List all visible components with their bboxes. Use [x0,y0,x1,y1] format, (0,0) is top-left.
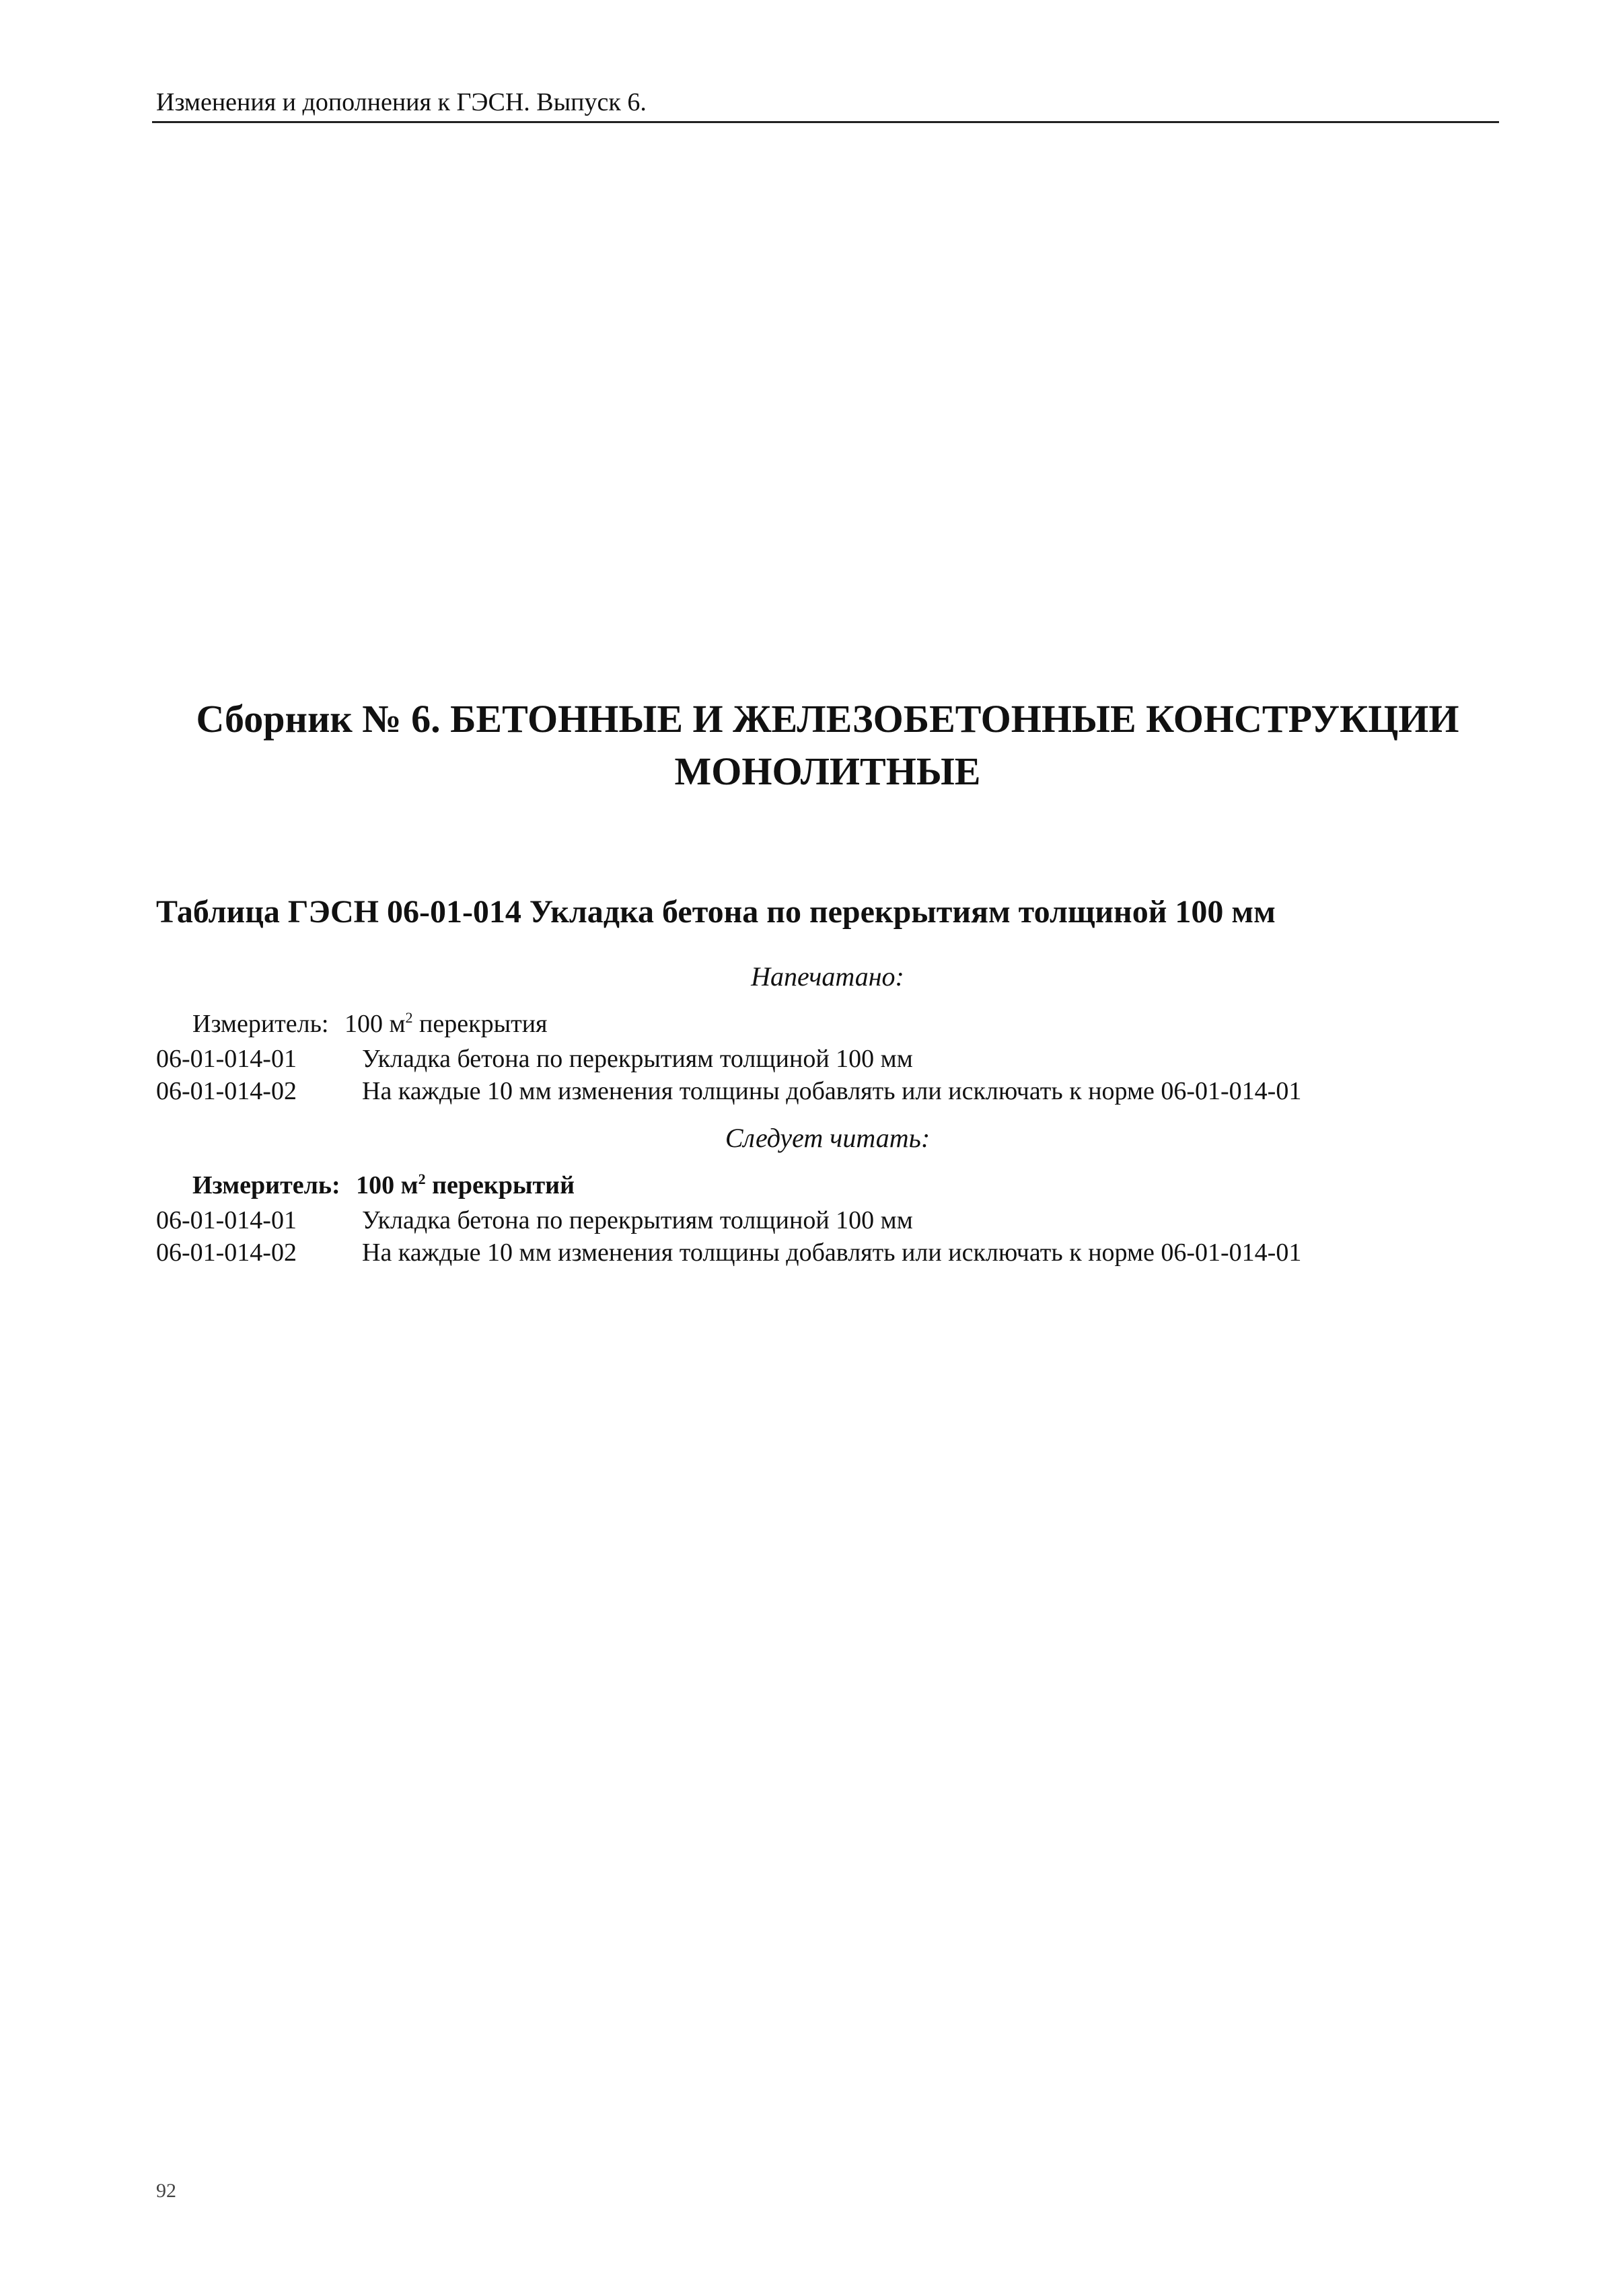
corrected-row-text: На каждые 10 мм изменения толщины добавлять или исключать к норме 06-01-014-01 [362,1238,1302,1267]
corrected-measure-value: 100 м [356,1171,418,1199]
printed-label: Напечатано: [751,961,904,992]
corrected-row [156,1206,913,1235]
printed-row [156,1076,1301,1106]
corrected-measure [192,1171,575,1200]
corrected-measure-sup: 2 [418,1171,426,1187]
printed-row [156,1044,913,1074]
collection-title-line-1: Сборник № 6. БЕТОННЫЕ И ЖЕЛЕЗОБЕТОННЫЕ КОНСТРУКЦИИ [196,697,1459,741]
printed-row-text: На каждые 10 мм изменения толщины добавлять или исключать к норме 06-01-014-01 [362,1077,1302,1105]
printed-measure-value: 100 м [344,1010,406,1038]
corrected-row-text: Укладка бетона по перекрытиям толщиной 100 мм [362,1206,913,1234]
table-title: Таблица ГЭСН 06-01-014 Укладка бетона по перекрытиям толщиной 100 мм [156,894,1276,930]
printed-row-text: Укладка бетона по перекрытиям толщиной 100 мм [362,1045,913,1073]
printed-measure-label: Измеритель: [192,1010,329,1038]
collection-title [156,693,1499,798]
printed-row-code: 06-01-014-02 [156,1077,297,1105]
running-header: Изменения и дополнения к ГЭСН. Выпуск 6. [156,88,647,116]
corrected-row-code: 06-01-014-02 [156,1238,297,1267]
header-rule [152,121,1499,123]
corrected-label: Следует читать: [725,1123,931,1153]
printed-measure-unit: перекрытия [419,1010,548,1038]
printed-measure [192,1009,548,1039]
printed-measure-sup: 2 [405,1009,413,1026]
page-number: 92 [156,2180,176,2202]
corrected-measure-unit: перекрытий [432,1171,575,1199]
corrected-row [156,1238,1301,1267]
collection-title-line-2: МОНОЛИТНЫЕ [674,749,981,793]
corrected-measure-label: Измеритель: [192,1171,340,1199]
corrected-row-code: 06-01-014-01 [156,1206,297,1234]
printed-row-code: 06-01-014-01 [156,1045,297,1073]
